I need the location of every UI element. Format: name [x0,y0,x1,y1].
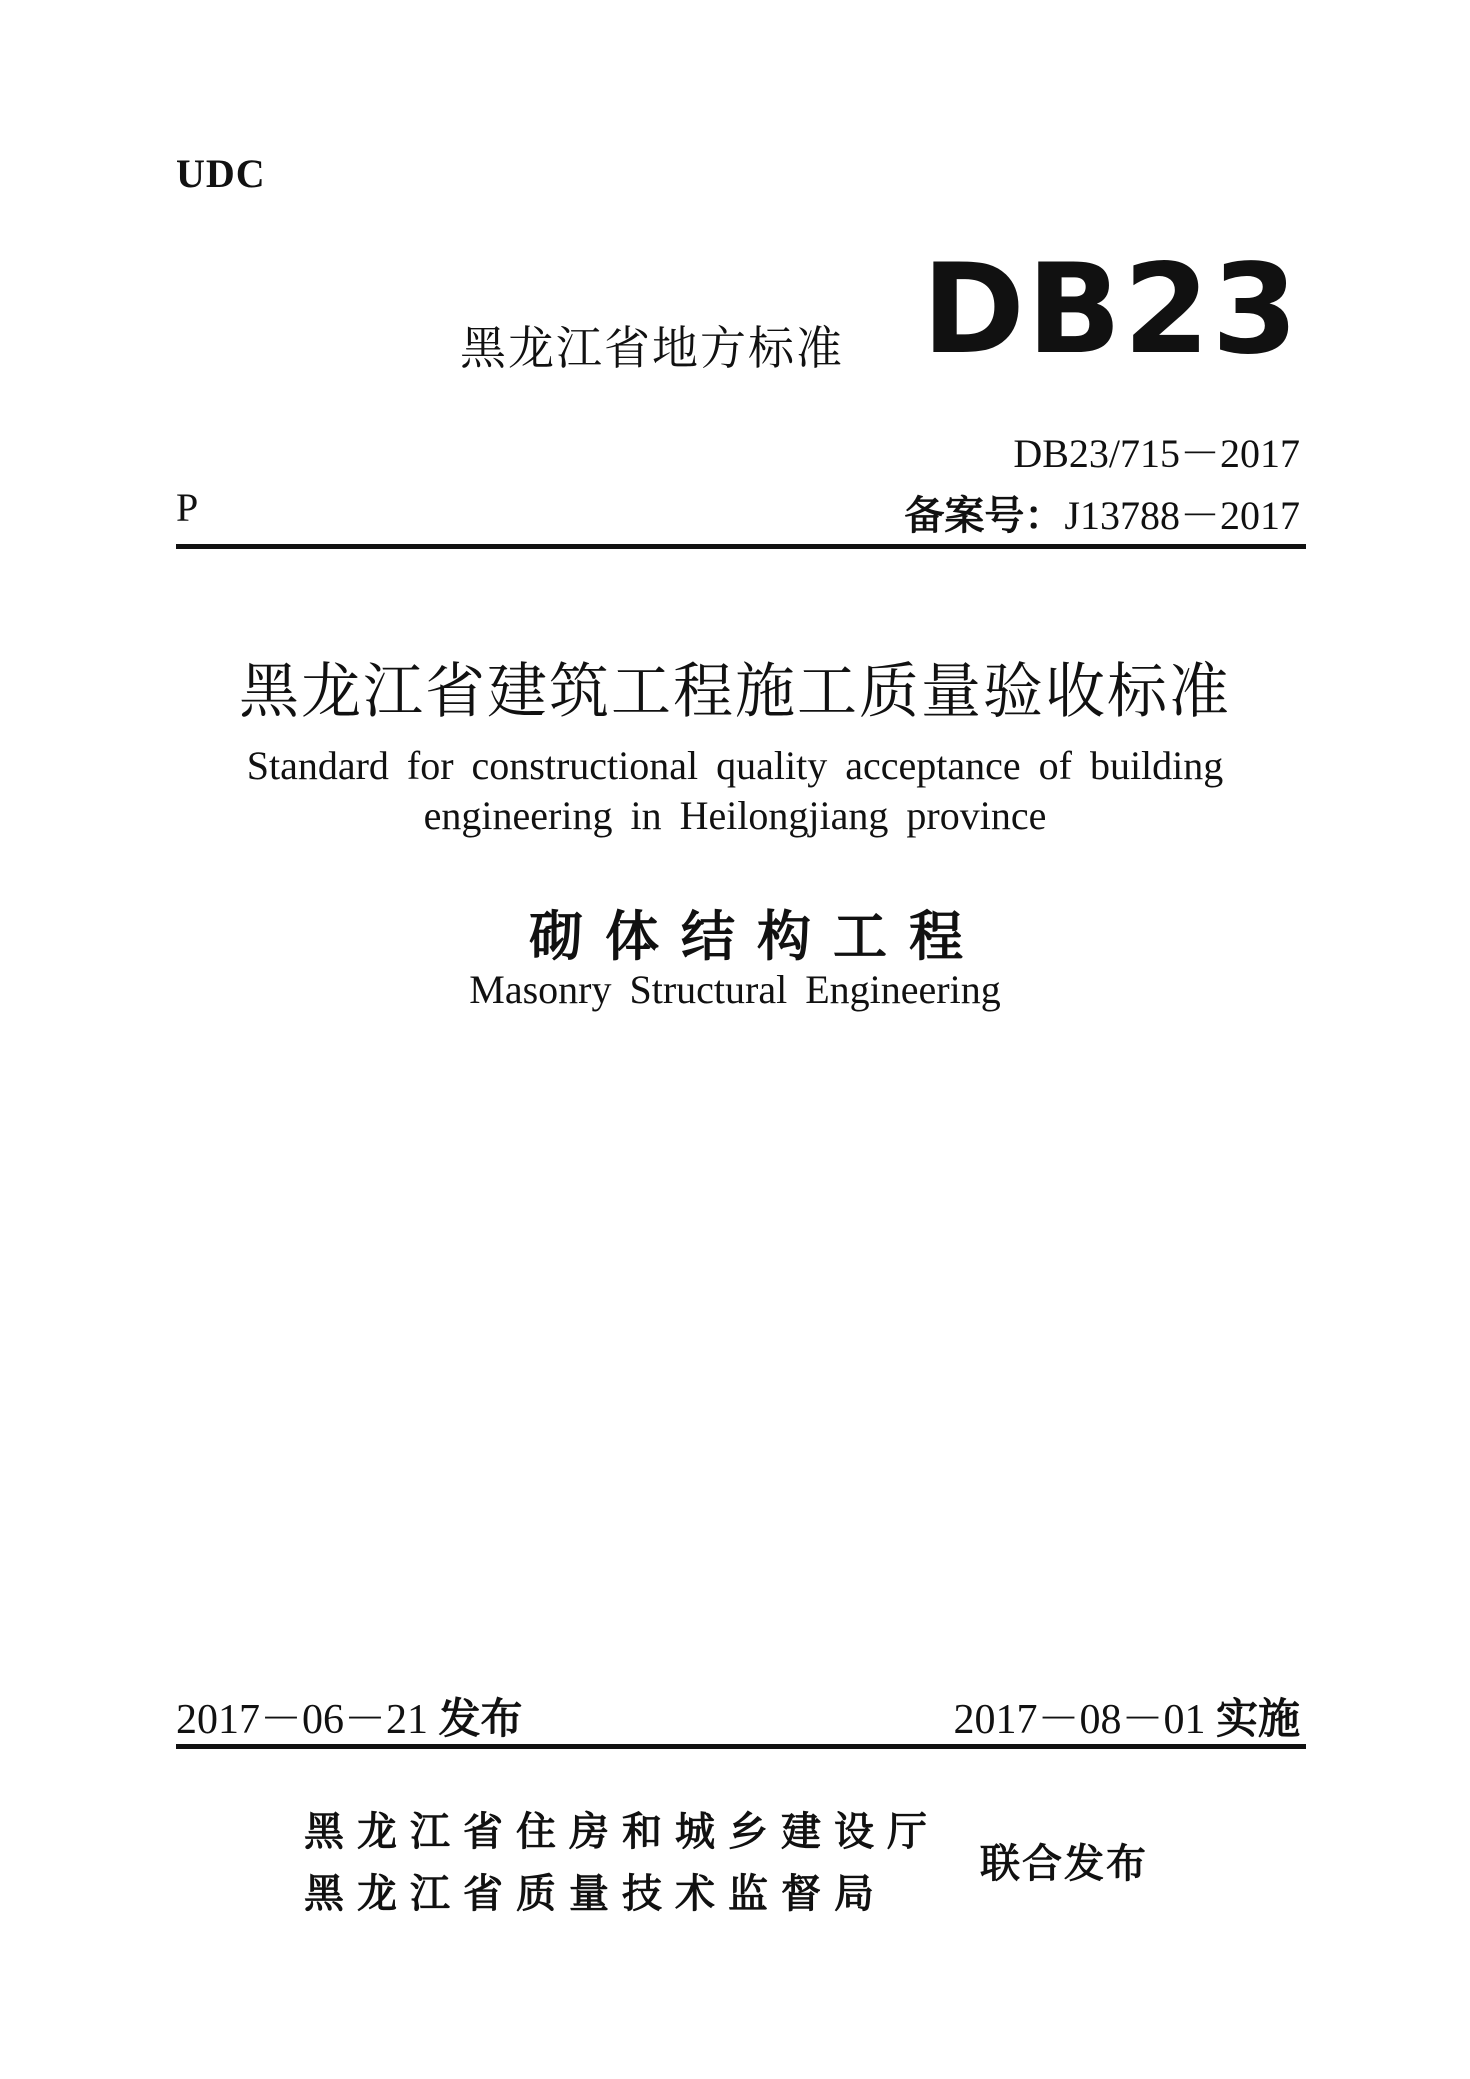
top-divider [176,544,1306,549]
record-number [904,484,1300,541]
issue-date-value: 2017－06－21 [176,1697,429,1743]
db-code: DB23 [921,238,1300,382]
issuer-quality-bureau: 黑龙江省质量技术监督局 [304,1871,887,1917]
joint-publication-label: 联合发布 [980,1841,1148,1887]
bottom-divider [176,1744,1306,1749]
issuer-housing-department: 黑龙江省住房和城乡建设厅 [304,1809,940,1855]
record-number-label: 备案号： [904,493,1065,539]
record-number-value: J13788－2017 [1064,493,1300,538]
title-english-line2: engineering in Heilongjiang province [423,793,1047,838]
effective-date-value: 2017－08－01 [953,1697,1206,1743]
classification-code: P [176,485,199,530]
title-english-line1: Standard for constructional quality acceptance of building [246,743,1224,788]
issue-date [176,1686,523,1746]
subtitle-english: Masonry Structural Engineering [469,967,1001,1012]
effective-date [953,1686,1300,1746]
local-standard-label: 黑龙江省地方标准 [460,321,844,375]
subtitle-chinese: 砌体结构工程 [529,905,985,968]
udc-label: UDC [176,151,266,196]
title-chinese: 黑龙江省建筑工程施工质量验收标准 [239,657,1231,727]
effective-date-label: 实施 [1215,1694,1300,1743]
standard-number: DB23/715－2017 [1013,431,1300,476]
issue-date-label: 发布 [438,1694,523,1743]
